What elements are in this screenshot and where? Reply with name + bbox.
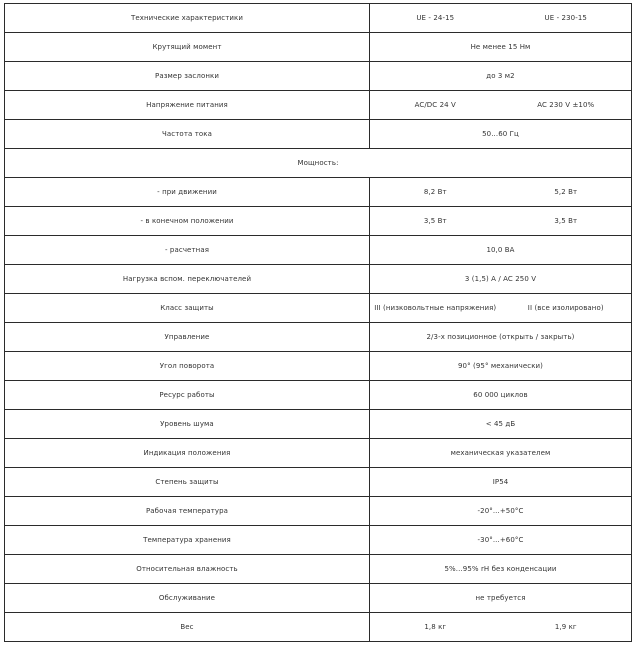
table-row — [5, 178, 632, 207]
table-row — [5, 381, 632, 410]
value-model-230: 3,5 Вт — [554, 217, 578, 225]
table-row — [5, 613, 632, 642]
label-cell: Класс защиты — [5, 294, 370, 323]
model-24-header: UE - 24-15 — [416, 14, 455, 22]
value-cell: 60 000 циклов — [370, 381, 632, 410]
value-model-230: II (все изолировано) — [527, 304, 604, 312]
model-230-header: UE - 230-15 — [544, 14, 587, 22]
table-row — [5, 91, 632, 120]
value-cell: механическая указателем — [370, 439, 632, 468]
label-cell: Степень защиты — [5, 468, 370, 497]
label-cell: Частота тока — [5, 120, 370, 149]
label-cell: Вес — [5, 613, 370, 642]
label-cell: Ресурс работы — [5, 381, 370, 410]
label-cell: - в конечном положении — [5, 207, 370, 236]
label-cell: Управление — [5, 323, 370, 352]
section-row — [5, 149, 632, 178]
table-row — [5, 323, 632, 352]
value-model-24: 3,5 Вт — [423, 217, 447, 225]
table-row — [5, 555, 632, 584]
value-cell: Не менее 15 Нм — [370, 33, 632, 62]
table-row — [5, 410, 632, 439]
value-cell: -20°...+50°С — [370, 497, 632, 526]
table-row — [5, 497, 632, 526]
table-row — [5, 294, 632, 323]
value-cell: IP54 — [370, 468, 632, 497]
value-model-24: 8,2 Вт — [423, 188, 447, 196]
section-cell: Мощность: — [5, 149, 632, 178]
value-cell: до 3 м2 — [370, 62, 632, 91]
label-cell: Уровень шума — [5, 410, 370, 439]
table-row — [5, 62, 632, 91]
label-cell: Нагрузка вспом. переключателей — [5, 265, 370, 294]
table-row — [5, 584, 632, 613]
value-model-230: 1,9 кг — [554, 623, 577, 631]
label-cell: Обслуживание — [5, 584, 370, 613]
spec-table — [4, 3, 632, 642]
table-row — [5, 120, 632, 149]
value-model-24: III (низковольтные напряжения) — [374, 304, 497, 312]
value-cell: 2/3-х позиционное (открыть / закрыть) — [370, 323, 632, 352]
value-model-230: 5,2 Вт — [554, 188, 578, 196]
value-cell: 90° (95° механически) — [370, 352, 632, 381]
value-cell — [370, 178, 632, 207]
table-row — [5, 33, 632, 62]
label-cell: Рабочая температура — [5, 497, 370, 526]
header-models-cell — [370, 4, 632, 33]
label-cell: Относительная влажность — [5, 555, 370, 584]
label-cell: - при движении — [5, 178, 370, 207]
value-cell: < 45 дБ — [370, 410, 632, 439]
table-row — [5, 265, 632, 294]
value-model-230: AC 230 V ±10% — [537, 101, 595, 109]
value-cell: 5%...95% rH без конденсации — [370, 555, 632, 584]
label-cell: Индикация положения — [5, 439, 370, 468]
label-cell: Угол поворота — [5, 352, 370, 381]
value-cell — [370, 91, 632, 120]
label-cell: Размер заслонки — [5, 62, 370, 91]
label-cell: Температура хранения — [5, 526, 370, 555]
table-row — [5, 526, 632, 555]
value-cell — [370, 207, 632, 236]
value-cell: 3 (1,5) A / AC 250 V — [370, 265, 632, 294]
value-cell: не требуется — [370, 584, 632, 613]
label-cell: - расчетная — [5, 236, 370, 265]
value-cell — [370, 613, 632, 642]
table-row — [5, 4, 632, 33]
table-row — [5, 352, 632, 381]
table-row — [5, 439, 632, 468]
label-cell: Напряжение питания — [5, 91, 370, 120]
value-model-24: AC/DC 24 V — [414, 101, 456, 109]
table-row — [5, 468, 632, 497]
table-row — [5, 207, 632, 236]
label-cell: Крутящий момент — [5, 33, 370, 62]
value-cell: 10,0 ВА — [370, 236, 632, 265]
value-cell: 50...60 Гц — [370, 120, 632, 149]
header-label-cell: Технические характеристики — [5, 4, 370, 33]
value-model-24: 1,8 кг — [424, 623, 447, 631]
value-cell — [370, 294, 632, 323]
value-cell: -30°...+60°С — [370, 526, 632, 555]
table-row — [5, 236, 632, 265]
